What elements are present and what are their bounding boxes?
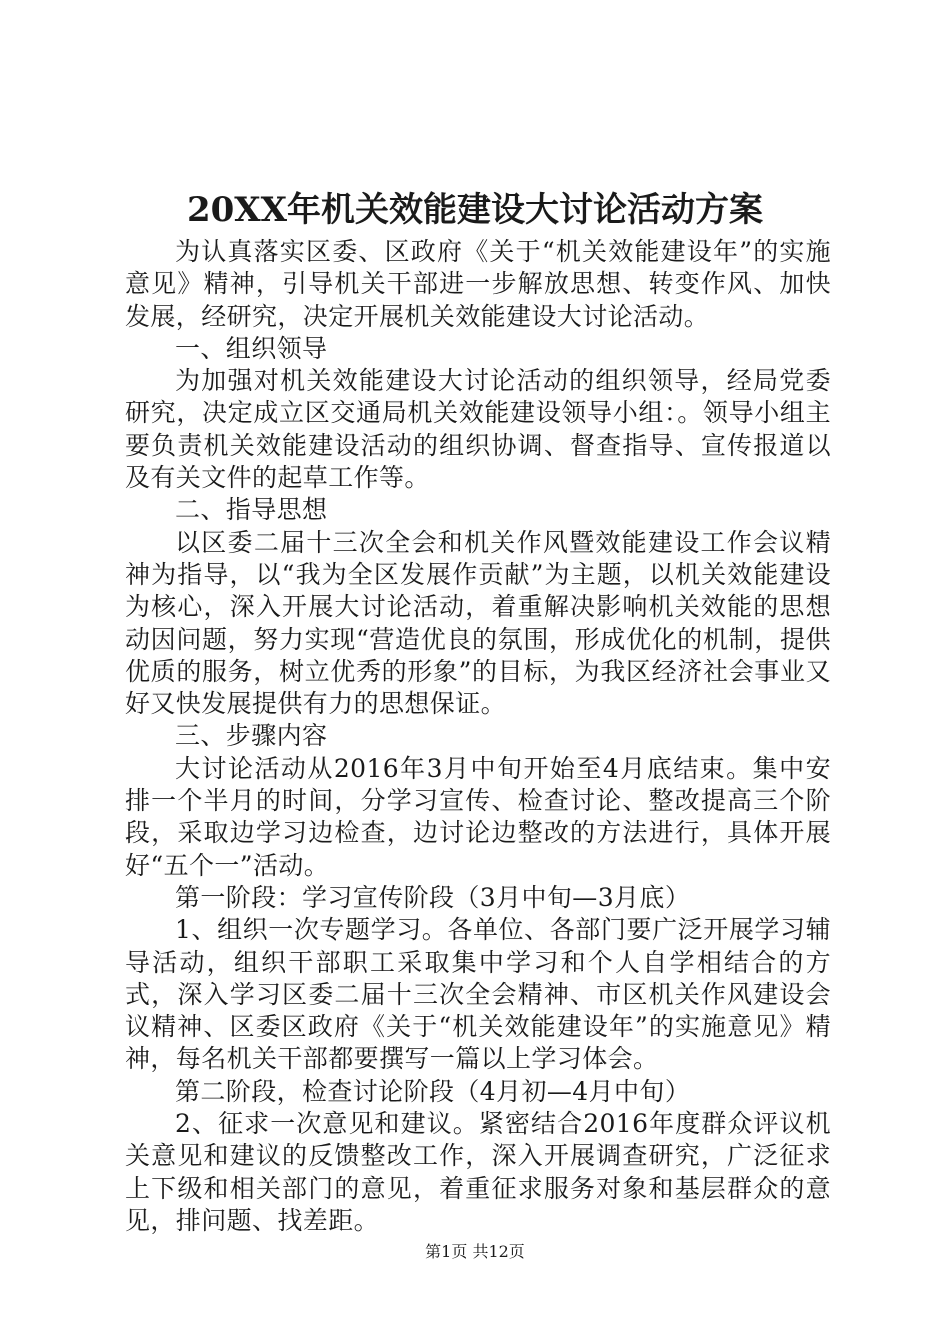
- paragraph-item-1: 1、组织一次专题学习。各单位、各部门要广泛开展学习辅导活动，组织干部职工采取集中学习和个人自学相结合的方式，深入学习区委二届十三次全会精神、市区机关作风建设会议精神、区委区政府《关于“机关效能建设年”的实施意见》精神，每名机关干部都要撰写一篇以上学习体会。: [125, 915, 831, 1074]
- paragraph-steps: 大讨论活动从2016年3月中旬开始至4月底结束。集中安排一个半月的时间，分学习宣传、检查讨论、整改提高三个阶段，采取边学习边检查，边讨论边整改的方法进行，具体开展好“五个一”活动。: [125, 753, 831, 880]
- document-body: [125, 236, 831, 1237]
- paragraph-item-2: 2、征求一次意见和建议。紧密结合2016年度群众评议机关意见和建议的反馈整改工作，深入开展调查研究，广泛征求上下级和相关部门的意见，着重征求服务对象和基层群众的意见，排问题、找差距。: [125, 1109, 831, 1235]
- paragraph-organization: 为加强对机关效能建设大讨论活动的组织领导，经局党委研究，决定成立区交通局机关效能建设领导小组：。领导小组主要负责机关效能建设活动的组织协调、督查指导、宣传报道以及有关文件的起草工作等。: [125, 366, 831, 493]
- section-heading-organization: 一、组织领导: [175, 333, 328, 363]
- stage-heading-second: 第二阶段，检查讨论阶段（4月初—4月中旬）: [175, 1076, 691, 1106]
- paragraph-intro: 为认真落实区委、区政府《关于“机关效能建设年”的实施意见》精神，引导机关干部进一步解放思想、转变作风、加快发展，经研究，决定开展机关效能建设大讨论活动。: [125, 237, 831, 331]
- paragraph-guidance: 以区委二届十三次全会和机关作风暨效能建设工作会议精神为指导，以“我为全区发展作贡献”为主题，以机关效能建设为核心，深入开展大讨论活动，着重解决影响机关效能的思想动因问题，努力实现“营造优良的氛围，形成优化的机制，提供优质的服务，树立优秀的形象”的目标，为我区经济社会事业又好又快发展提供有力的思想保证。: [125, 527, 831, 719]
- stage-heading-first: 第一阶段：学习宣传阶段（3月中旬—3月底）: [175, 882, 691, 912]
- section-heading-guidance: 二、指导思想: [175, 495, 328, 525]
- document-title: 20XX年机关效能建设大讨论活动方案: [186, 190, 764, 230]
- page-footer: 第1页 共12页: [425, 1242, 525, 1261]
- section-heading-steps: 三、步骤内容: [175, 721, 328, 751]
